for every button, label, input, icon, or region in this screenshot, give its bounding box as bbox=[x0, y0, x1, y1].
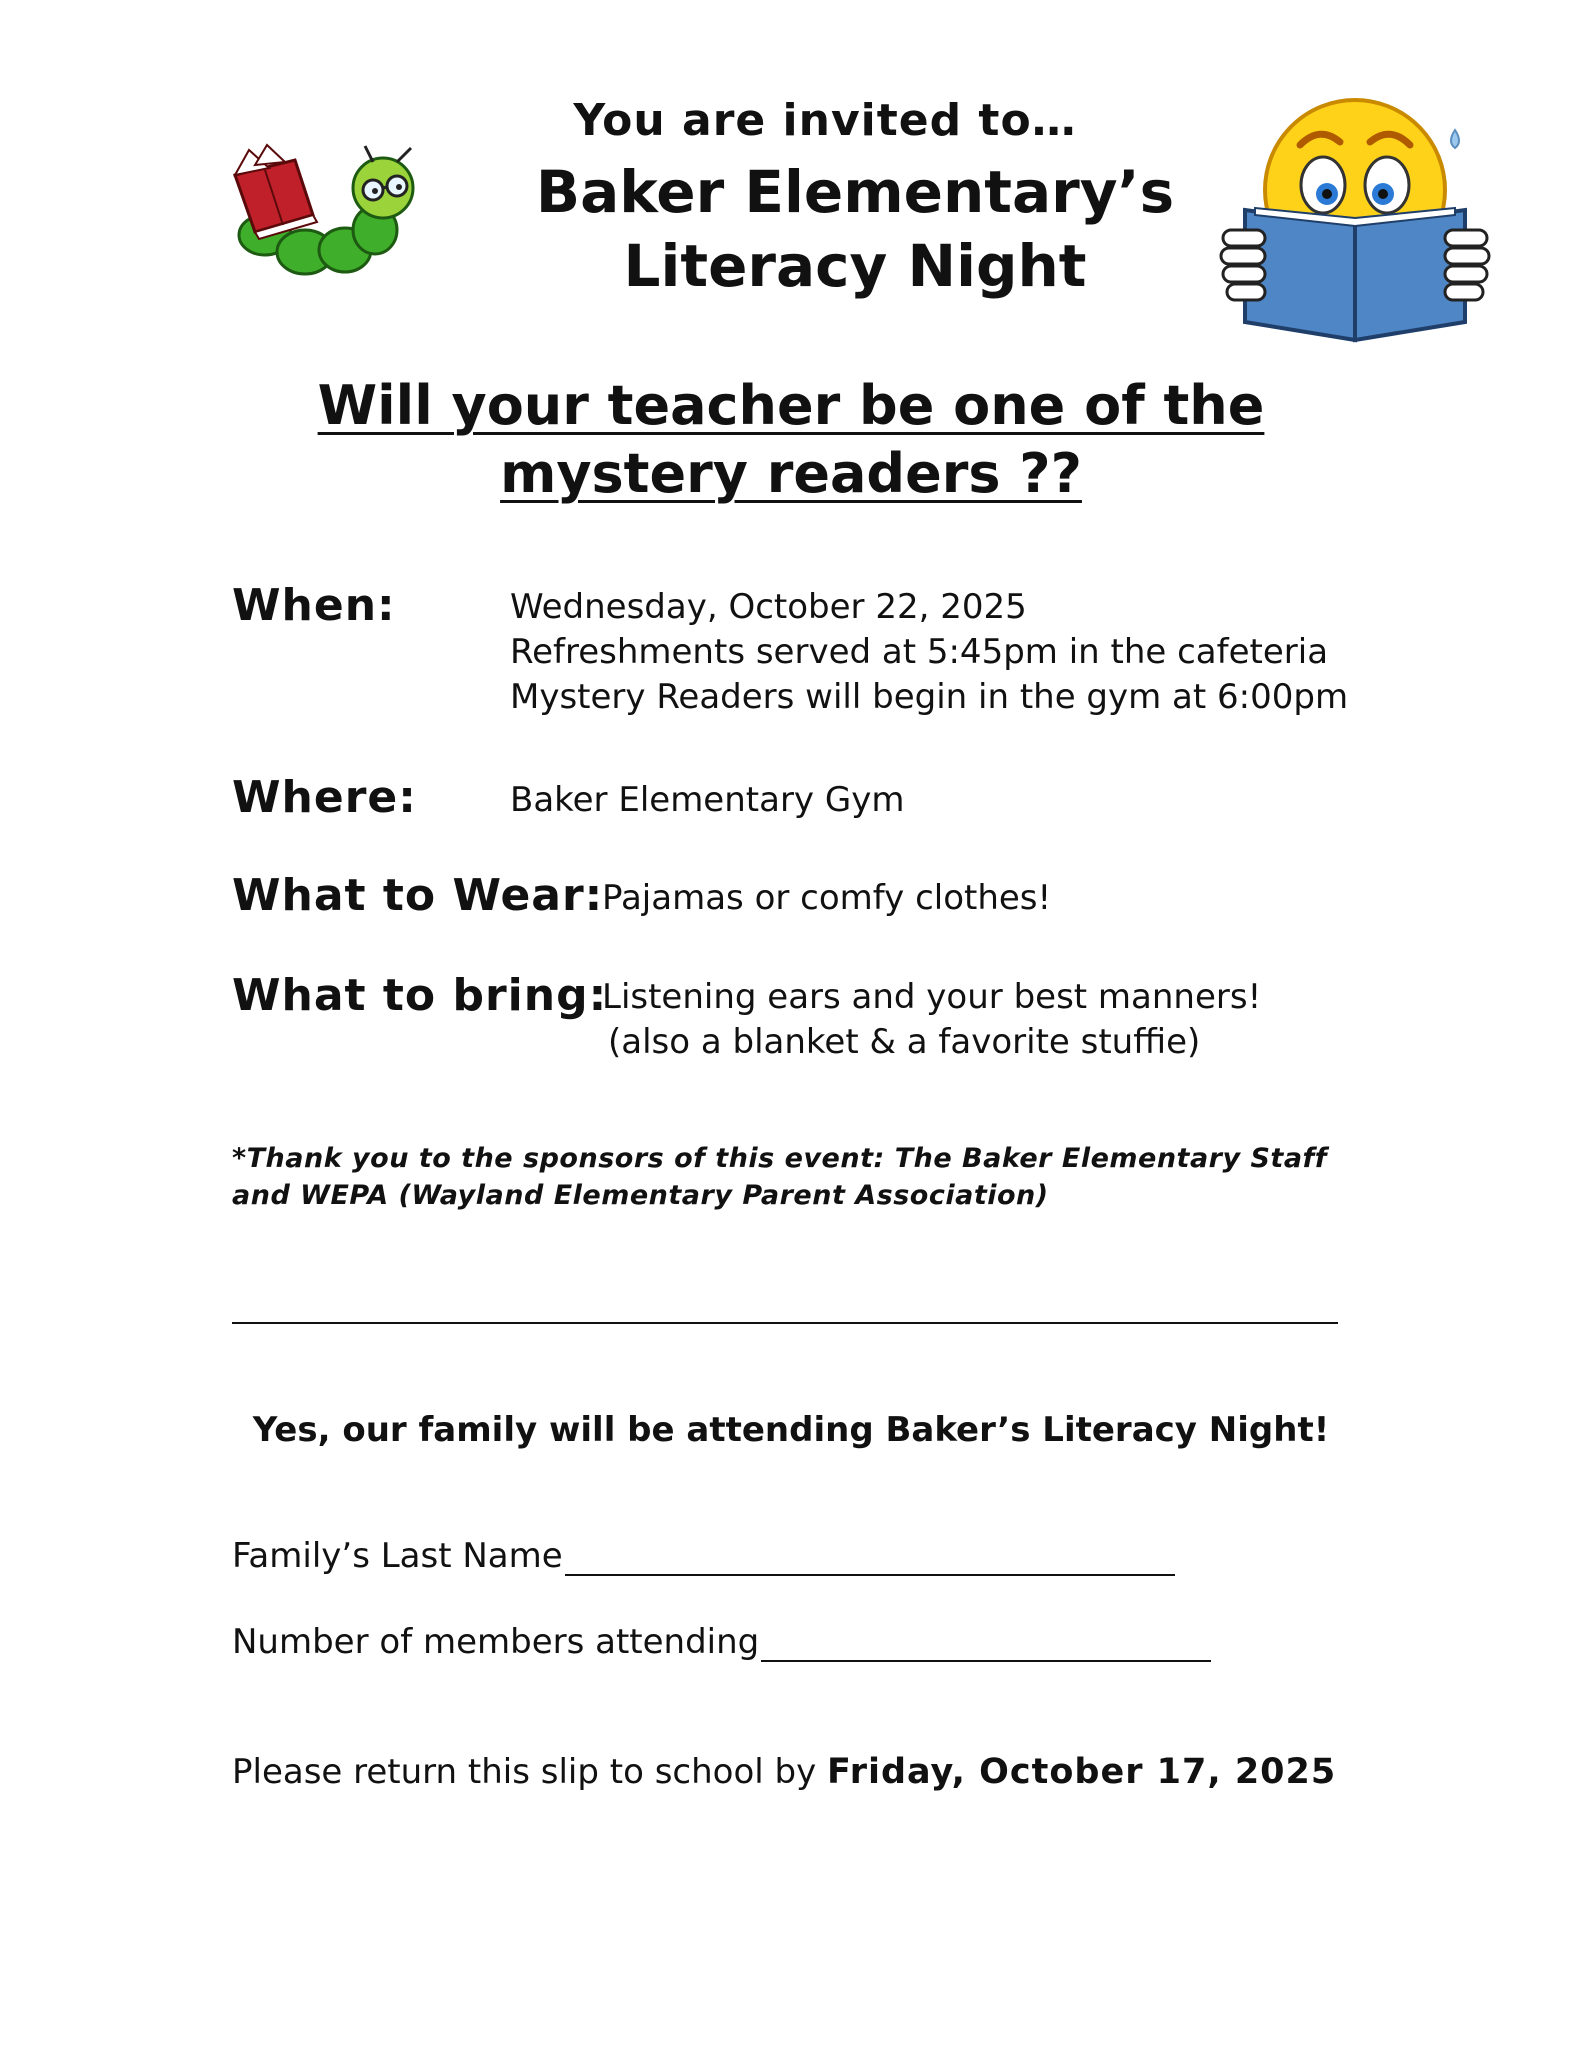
return-prefix: Please return this slip to school by bbox=[232, 1752, 817, 1792]
when-label: When: bbox=[232, 580, 396, 631]
when-refreshments: Refreshments served at 5:45pm in the cafeteria bbox=[510, 632, 1329, 672]
bring-line-2: (also a blanket & a favorite stuffie) bbox=[608, 1022, 1201, 1062]
when-readers: Mystery Readers will begin in the gym at 6:00pm bbox=[510, 677, 1349, 717]
last-name-label: Family’s Last Name bbox=[232, 1536, 563, 1576]
title-line-1: Baker Elementary’s bbox=[535, 158, 1175, 226]
members-attending-blank[interactable] bbox=[761, 1624, 1211, 1662]
members-attending-field[interactable] bbox=[232, 1622, 1211, 1662]
title-line-2: Literacy Night bbox=[623, 232, 1087, 300]
return-date: Friday, October 17, 2025 bbox=[827, 1752, 1337, 1792]
last-name-field[interactable] bbox=[232, 1536, 1175, 1576]
last-name-blank[interactable] bbox=[565, 1538, 1175, 1576]
wear-text: Pajamas or comfy clothes! bbox=[602, 878, 1052, 918]
wear-label: What to Wear: bbox=[232, 870, 604, 921]
attending-statement: Yes, our family will be attending Baker’s Literacy Night! bbox=[252, 1410, 1330, 1450]
smiley-reading-book-icon bbox=[1215, 90, 1495, 350]
where-label: Where: bbox=[232, 772, 417, 823]
tear-off-divider bbox=[232, 1322, 1338, 1324]
when-date: Wednesday, October 22, 2025 bbox=[510, 587, 1027, 627]
sponsor-note: *Thank you to the sponsors of this event: The Baker Elementary Staff and WEPA (Wayland Elementary Parent Association) bbox=[232, 1143, 1328, 1211]
invite-line: You are invited to… bbox=[573, 95, 1077, 146]
members-attending-label: Number of members attending bbox=[232, 1622, 760, 1662]
bring-line-1: Listening ears and your best manners! bbox=[602, 977, 1262, 1017]
where-text: Baker Elementary Gym bbox=[510, 780, 905, 820]
mystery-readers-heading bbox=[0, 372, 1582, 508]
headline-line-1: Will your teacher be one of the bbox=[317, 374, 1265, 437]
headline-line-2: mystery readers ?? bbox=[500, 442, 1082, 505]
when-details bbox=[510, 585, 1348, 720]
bring-label: What to bring: bbox=[232, 970, 608, 1021]
bring-details bbox=[602, 975, 1261, 1065]
return-instructions bbox=[232, 1752, 1336, 1792]
